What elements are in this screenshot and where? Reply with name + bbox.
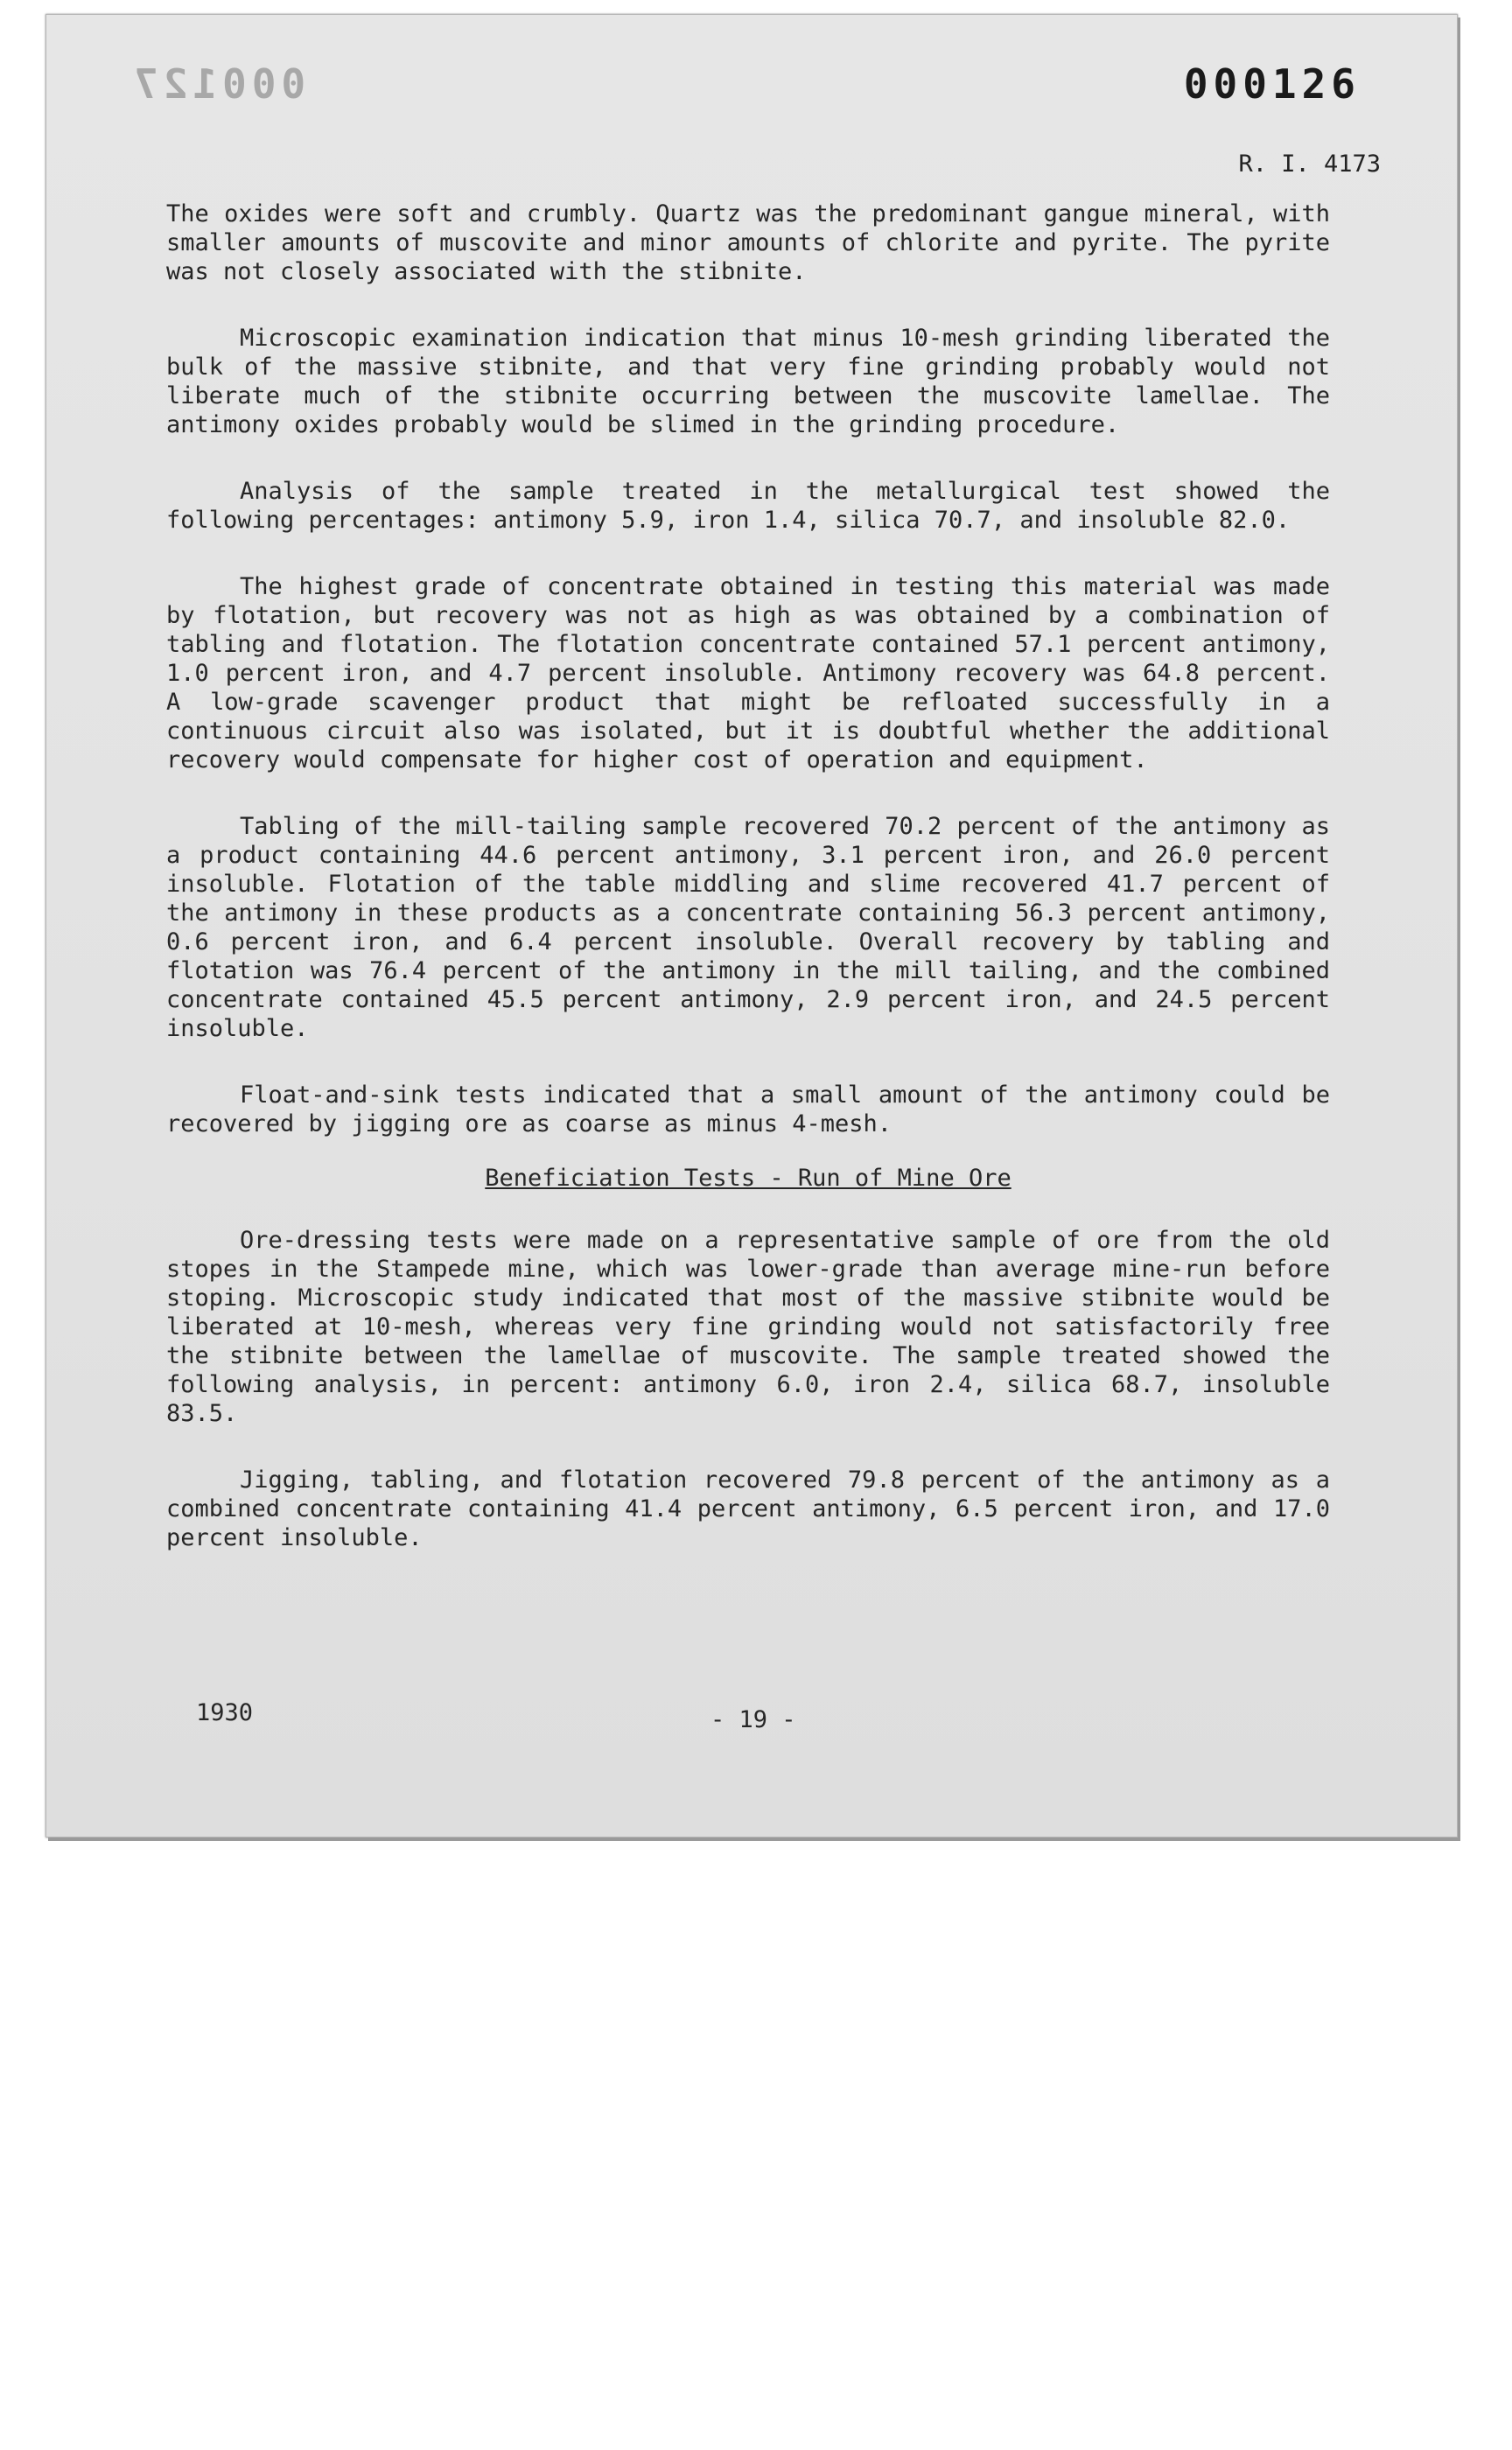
document-body <box>166 200 1330 1590</box>
paragraph: Analysis of the sample treated in the metallurgical test showed the following percentages: antimony 5.9, iron 1.4, silica 70.7, and insoluble 82.0. <box>166 478 1330 534</box>
page-number: - 19 - <box>710 1706 796 1733</box>
section-heading: Beneficiation Tests - Run of Mine Ore <box>485 1165 1012 1192</box>
paragraph: The oxides were soft and crumbly. Quartz was the predominant gangue mineral, with smaller amounts of muscovite and minor amounts of chlorite and pyrite. The pyrite was not closely associated with the stibnite. <box>166 200 1330 285</box>
footer-year: 1930 <box>196 1699 254 1726</box>
paragraph: Jigging, tabling, and flotation recovered 79.8 percent of the antimony as a combined concentrate containing 41.4 percent antimony, 6.5 percent iron, and 17.0 percent insoluble. <box>166 1466 1330 1551</box>
report-identifier: R. I. 4173 <box>1238 150 1381 178</box>
page-stamp-number: 000126 <box>1183 60 1361 108</box>
mirrored-page-stamp: 000127 <box>129 60 306 108</box>
paragraph: Float-and-sink tests indicated that a small amount of the antimony could be recovered by jigging ore as coarse as minus 4-mesh. <box>166 1082 1330 1138</box>
paragraph: Microscopic examination indication that minus 10-mesh grinding liberated the bulk of the massive stibnite, and that very fine grinding probably would not liberate much of the stibnite occurring between the muscovite lamellae. The antimony oxides probably would be slimed in the grinding procedure. <box>166 325 1330 438</box>
paragraph: Tabling of the mill-tailing sample recovered 70.2 percent of the antimony as a product containing 44.6 percent antimony, 3.1 percent iron, and 26.0 percent insoluble. Flotation of the table middling and slime recovered 41.7 percent of the antimony in these products as a concentrate containing 56.3 percent antimony, 0.6 percent iron, and 6.4 percent insoluble. Overall recovery by tabling and flotation was 76.4 percent of the antimony in the mill tailing, and the combined concentrate contained 45.5 percent antimony, 2.9 percent iron, and 24.5 percent insoluble. <box>166 813 1330 1042</box>
paragraph: The highest grade of concentrate obtained in testing this material was made by flotation, but recovery was not as high as was obtained by a combination of tabling and flotation. The flotation concentrate contained 57.1 percent antimony, 1.0 percent iron, and 4.7 percent insoluble. Antimony recovery was 64.8 percent. A low-grade scavenger product that might be refloated successfully in a continuous circuit also was isolated, but it is doubtful whether the additional recovery would compensate for higher cost of operation and equipment. <box>166 573 1330 774</box>
paragraph: Ore-dressing tests were made on a representative sample of ore from the old stopes in the Stampede mine, which was lower-grade than average mine-run before stoping. Microscopic study indicated that most of the massive stibnite would be liberated at 10-mesh, whereas very fine grinding would not satisfactorily free the stibnite between the lamellae of muscovite. The sample treated showed the following analysis, in percent: antimony 6.0, iron 2.4, silica 68.7, insoluble 83.5. <box>166 1227 1330 1427</box>
